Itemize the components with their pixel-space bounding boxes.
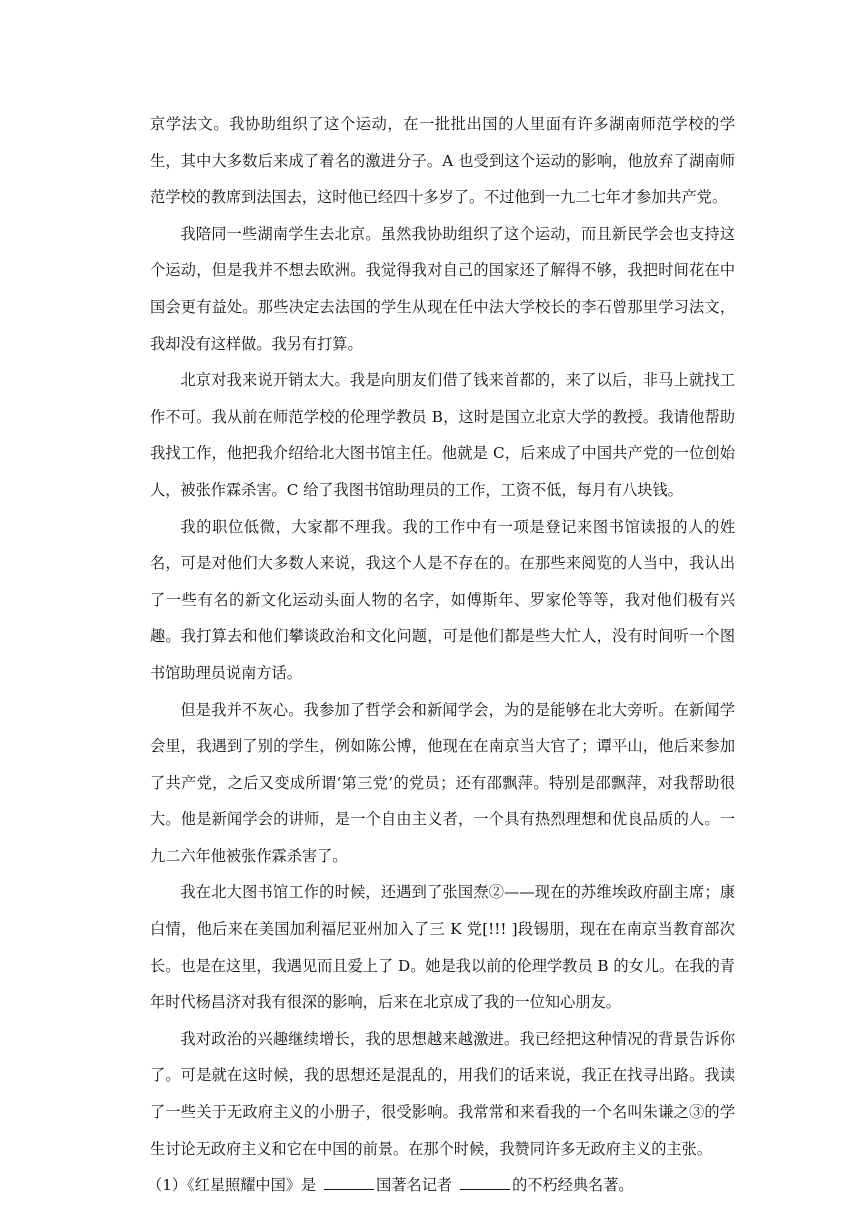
paragraph-1: 京学法文。我协助组织了这个运动，在一批批出国的人里面有许多湖南师范学校的学生，其中大多数后来成了着名的激进分子。A 也受到这个运动的影响，他放弃了湖南师范学校的教席到法国去，这时他已经四十多岁了。不过他到一九二七年才参加共产党。 xyxy=(150,115,735,207)
question-1 xyxy=(147,1167,735,1204)
paragraph-6: 我在北大图书馆工作的时候，还遇到了张国焘②——现在的苏维埃政府副主席；康白情，他后来在美国加利福尼亚州加入了三 K 党[!!! ]段锡朋，现在在南京当教育部次长。也是在这里，我遇见而且爱上了 D。她是我以前的伦理学教员 B 的女儿。在我的青年时代杨昌济对我有很深的影响，后来在北京成了我的一位知心朋友。 xyxy=(150,883,735,1012)
paragraph-7: 我对政治的兴趣继续增长，我的思想越来越激进。我已经把这种情况的背景告诉你了。可是就在这时候，我的思想还是混乱的，用我们的话来说，我正在找寻出路。我读了一些关于无政府主义的小册子，很受影响。我常常和来看我的一个名叫朱谦之③的学生讨论无政府主义和它在中国的前景。在那个时候，我赞同许多无政府主义的主张。 xyxy=(150,1029,735,1158)
answer-blank-2[interactable] xyxy=(460,1173,510,1190)
paragraph-5: 但是我并不灰心。我参加了哲学会和新闻学会，为的是能够在北大旁听。在新闻学会里，我遇到了别的学生，例如陈公博，他现在在南京当大官了；谭平山，他后来参加了共产党，之后又变成所谓‘第三党’的党员；还有邵飘萍。特别是邵飘萍，对我帮助很大。他是新闻学会的讲师，是一个自由主义者，一个具有热烈理想和优良品质的人。一九二六年他被张作霖杀害了。 xyxy=(150,700,735,865)
paragraph-2: 我陪同一些湖南学生去北京。虽然我协助组织了这个运动，而且新民学会也支持这个运动，但是我并不想去欧洲。我觉得我对自己的国家还了解得不够，我把时间花在中国会更有益处。那些决定去法国的学生从现在任中法大学校长的李石曾那里学习法文，我却没有这样做。我另有打算。 xyxy=(150,224,735,353)
question-text-part2: 国著名记者 xyxy=(376,1176,453,1195)
question-number: （1） xyxy=(147,1176,188,1195)
paragraph-4: 我的职位低微，大家都不理我。我的工作中有一项是登记来图书馆读报的人的姓名，可是对他们大多数人来说，我这个人是不存在的。在那些来阅览的人当中，我认出了一些有名的新文化运动头面人物的名字，如傅斯年、罗家伦等等，我对他们极有兴趣。我打算去和他们攀谈政治和文化问题，可是他们都是些大忙人，没有时间听一个图书馆助理员说南方话。 xyxy=(150,517,735,682)
document-body xyxy=(147,106,735,1204)
question-text-part3: 的不朽经典名著。 xyxy=(512,1176,634,1195)
paragraph-3: 北京对我来说开销太大。我是向朋友们借了钱来首都的，来了以后，非马上就找工作不可。我从前在师范学校的伦理学教员 B，这时是国立北京大学的教授。我请他帮助我找工作，他把我介绍给北大图书馆主任。他就是 C，后来成了中国共产党的一位创始人，被张作霖杀害。C 给了我图书馆助理员的工作，工资不低，每月有八块钱。 xyxy=(150,371,735,499)
answer-blank-1[interactable] xyxy=(324,1173,374,1190)
question-text-part1: 《红星照耀中国》是 xyxy=(187,1176,317,1195)
